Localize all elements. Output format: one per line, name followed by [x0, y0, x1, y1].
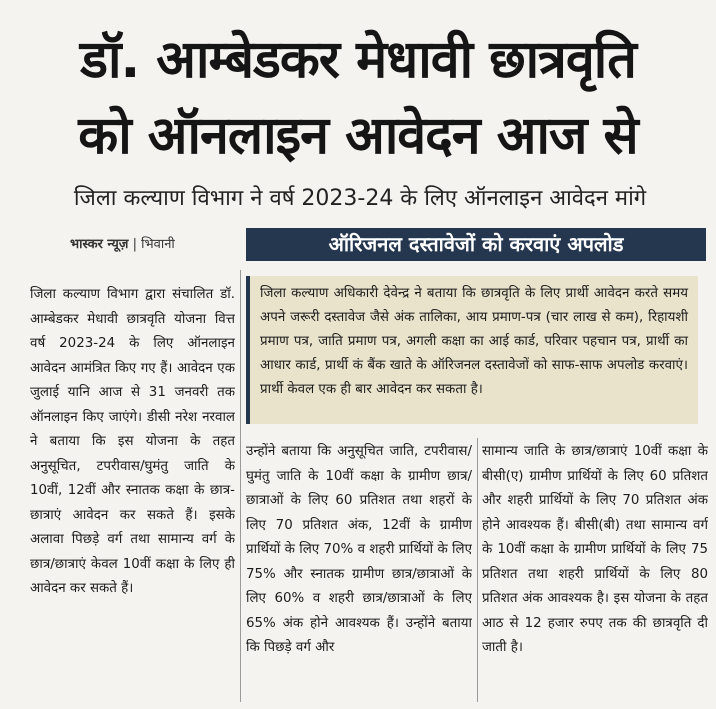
byline-place: भिवानी	[141, 237, 175, 252]
article-column-2: उन्होंने बताया कि अनुसूचित जाति, टपरीवास/घुमंतु जाति के 10वीं कक्षा के ग्रामीण छात्र/ छात्राओं के लिए 60 प्रतिशत तथा शहरों के लिए 70 प्रतिशत अंक, 12वीं के ग्रामीण प्रार्थियों के लिए 70% व शहरी प्रार्थियों के लिए 75% और स्नातक ग्रामीण छात्र/छात्राओं के लिए 60% व शहरी छात्र/छात्राओं के लिए 65% अंक होने आवश्यक हैं। उन्होंने बताया कि पिछड़े वर्ग और	[246, 444, 472, 655]
byline	[70, 234, 175, 252]
headline-line-1: डॉ. आम्बेडकर मेधावी छात्रवृति	[80, 30, 636, 90]
column-divider	[240, 270, 241, 702]
byline-separator: |	[132, 237, 137, 252]
article-column-1: जिला कल्याण विभाग द्वारा संचालित डॉ. आम्बेडकर मेधावी छात्रवृति योजना वित्त वर्ष 2023-24 के लिए ऑनलाइन आवेदन आमंत्रित किए गए हैं। आवेदन एक जुलाई यानि आज से 31 जनवरी तक ऑनलाइन किए जाएंगे। डीसी नरेश नरवाल ने बताया कि इस योजना के तहत अनुसूचित, टपरीवास/घुमंतु जाति के 10वीं, 12वीं और स्नातक कक्षा के छात्र-छात्राएं आवेदन कर सकते हैं। इसके अलावा पिछड़े वर्ग तथा सामान्य वर्ग के छात्र/छात्राएं केवल 10वीं कक्षा के लिए ही आवेदन कर सकते हैं।	[30, 287, 235, 596]
byline-agency: भास्कर न्यूज़	[70, 237, 129, 252]
headline-line-2: को ऑनलाइन आवेदन आज से	[78, 106, 638, 166]
highlight-box: जिला कल्याण अधिकारी देवेन्द्र ने बताया कि छात्रवृति के लिए प्रार्थी आवेदन करते समय अपने जरूरी दस्तावेज जैसे अंक तालिका, आय प्रमाण-पत्र (चार लाख से कम), रिहायशी प्रमाण पत्र, जाति प्रमाण पत्र, अगली कक्षा का आई कार्ड, परिवार पहचान पत्र, प्रार्थी का आधार कार्ड, प्रार्थी कं बैंक खाते के ऑरिजनल दस्तावेजों को साफ-साफ अपलोड करवाएं। प्रार्थी केवल एक ही बार आवेदन कर सकता है।	[246, 276, 698, 424]
column-divider	[477, 438, 478, 702]
article-column-3: सामान्य जाति के छात्र/छात्राएं 10वीं कक्षा के बीसी(ए) ग्रामीण प्रार्थियों के लिए 60 प्रतिशत और शहरी प्रार्थियों के लिए 70 प्रतिशत अंक होने आवश्यक हैं। बीसी(बी) तथा सामान्य वर्ग के 10वीं कक्षा के ग्रामीण प्रार्थियों के लिए 75 प्रतिशत तथा शहरी प्रार्थियों के लिए 80 प्रतिशत अंक आवश्यक है। इस योजना के तहत आठ से 12 हजार रुपए तक की छात्रवृति दी जाती है।	[482, 444, 708, 655]
section-banner: ऑरिजनल दस्तावेजों को करवाएं अपलोड	[246, 228, 706, 261]
sub-headline: जिला कल्याण विभाग ने वर्ष 2023-24 के लिए ऑनलाइन आवेदन मांगे	[73, 186, 647, 211]
